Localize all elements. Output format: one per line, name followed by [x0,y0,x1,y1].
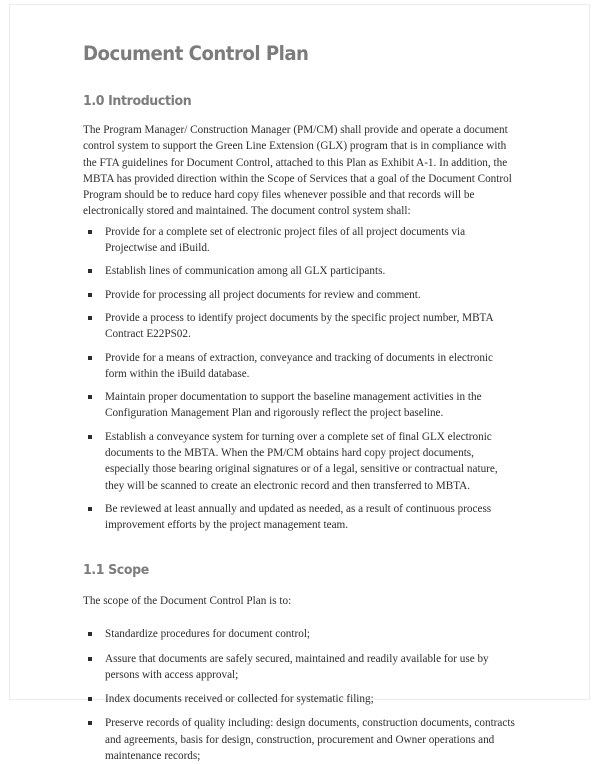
document-page [9,4,590,763]
list-item: Establish lines of communication among all GLX participants. [83,263,517,279]
section-heading-scope: 1.1 Scope [83,562,149,579]
introduction-bullet-list [83,224,517,534]
scope-bullet-list [83,626,517,764]
introduction-paragraph: The Program Manager/ Construction Manager (PM/CM) shall provide and operate a document control system to support the Green Line Extension (GLX) program that is in compliance with the FTA guidelines for Document Control, attached to this Plan as Exhibit A-1. In addition, the MBTA has provided direction within the Scope of Services that a goal of the Document Control Program should be to reduce hard copy files whenever possible and that records will be electronically stored and maintained. The document control system shall: [83,123,512,218]
list-item: Provide for a complete set of electronic project files of all project documents via Projectwise and iBuild. [83,224,517,257]
list-item: Preserve records of quality including: design documents, construction documents, contracts and agreements, basis for design, construction, procurement and Owner operations and maintenance records; [83,715,517,764]
section-heading-introduction: 1.0 Introduction [83,93,192,110]
section-introduction [83,94,517,533]
list-item: Standardize procedures for document control; [83,626,517,642]
list-item: Provide a process to identify project documents by the specific project number, MBTA Contract E22PS02. [83,310,517,343]
list-item: Provide for a means of extraction, conveyance and tracking of documents in electronic form within the iBuild database. [83,350,517,383]
section-scope [83,563,517,764]
scope-paragraph: The scope of the Document Control Plan is to: [83,595,292,607]
list-item: Index documents received or collected for systematic filing; [83,691,517,707]
list-item: Be reviewed at least annually and updated as needed, as a result of continuous process improvement efforts by the project management team. [83,501,517,534]
list-item: Establish a conveyance system for turning over a complete set of final GLX electronic documents to the MBTA. When the PM/CM obtains hard copy project documents, especially those bearing original signatures or of a legal, sensitive or contractual nature, they will be scanned to create an electronic record and then transferred to MBTA. [83,429,517,494]
page-content [10,5,589,764]
list-item: Provide for processing all project documents for review and comment. [83,287,517,303]
list-item: Assure that documents are safely secured, maintained and readily available for use by persons with access approval; [83,651,517,684]
page-title: Document Control Plan [83,42,309,65]
list-item: Maintain proper documentation to support the baseline management activities in the Configuration Management Plan and rigorously reflect the project baseline. [83,389,517,422]
